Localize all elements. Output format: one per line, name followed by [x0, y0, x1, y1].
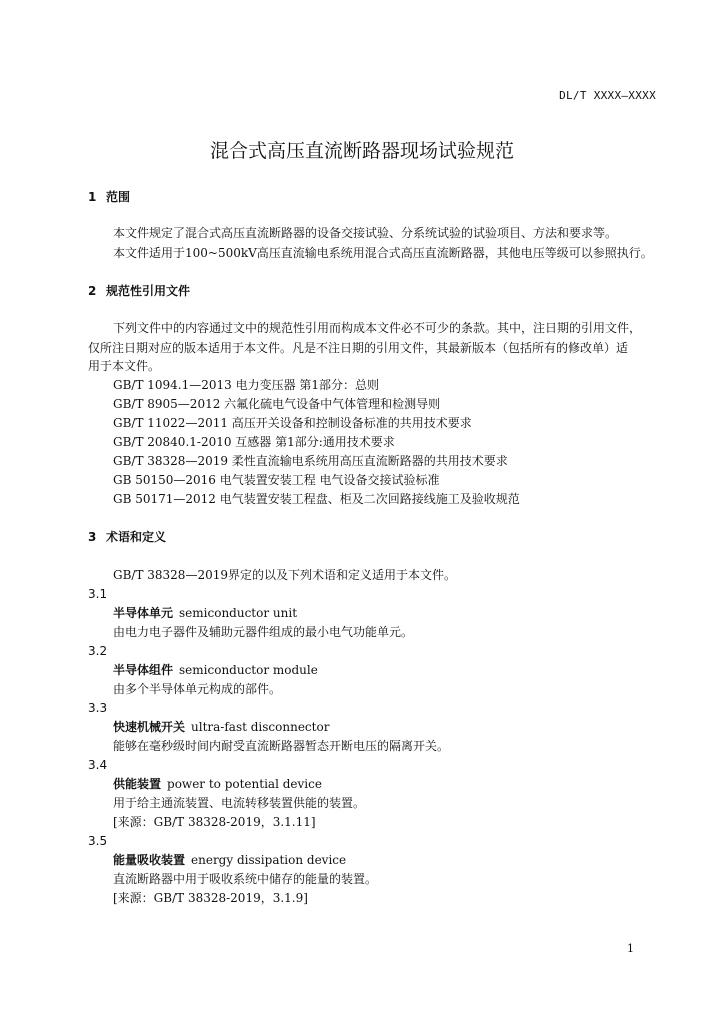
section-title: 术语和定义 — [106, 530, 167, 544]
reference-item: GB/T 38328—2019 柔性直流输电系统用高压直流断路器的共用技术要求 — [113, 454, 508, 468]
reference-item: GB 50150—2016 电气装置安装工程 电气设备交接试验标准 — [113, 473, 440, 487]
reference-item: GB/T 8905—2012 六氟化硫电气设备中气体管理和检测导则 — [113, 397, 441, 411]
page-number: 1 — [627, 942, 634, 955]
paragraph-line: 本文件适用于100~500kV高压直流输电系统用混合式高压直流断路器，其他电压等级可以参照执行。 — [113, 246, 653, 260]
section-2-heading — [88, 283, 190, 299]
term-definition: 能够在毫秒级时间内耐受直流断路器暂态开断电压的隔离开关。 — [113, 739, 450, 753]
paragraph-line: 下列文件中的内容通过文中的规范性引用而构成本文件必不可少的条款。其中，注日期的引用文件， — [113, 321, 642, 335]
doc-number: DL/T XXXX—XXXX — [559, 89, 656, 102]
term-source: [来源：GB/T 38328-2019，3.1.9] — [113, 891, 308, 905]
term-entry — [113, 852, 346, 868]
term-chinese: 半导体组件 — [113, 663, 174, 677]
term-number: 3.1 — [88, 587, 108, 601]
term-chinese: 快速机械开关 — [113, 720, 186, 734]
term-entry — [113, 719, 329, 735]
term-definition: 由电力电子器件及辅助元器件组成的最小电气功能单元。 — [113, 625, 414, 639]
term-chinese: 半导体单元 — [113, 606, 174, 620]
paragraph-line: 仅所注日期对应的版本适用于本文件。凡是不注日期的引用文件，其最新版本（包括所有的修改单）适 — [88, 341, 629, 355]
term-english: ultra-fast disconnector — [191, 720, 330, 734]
term-english: energy dissipation device — [191, 853, 347, 867]
term-chinese: 供能装置 — [113, 777, 162, 791]
section-3-heading — [88, 529, 166, 545]
paragraph-line: GB/T 38328—2019界定的以及下列术语和定义适用于本文件。 — [113, 568, 456, 582]
term-definition: 用于给主通流装置、电流转移装置供能的装置。 — [113, 796, 366, 810]
term-entry — [113, 662, 318, 678]
term-number: 3.2 — [88, 644, 108, 658]
section-number: 1 — [88, 190, 97, 204]
term-entry — [113, 776, 322, 792]
paragraph-line: 本文件规定了混合式高压直流断路器的设备交接试验、分系统试验的试验项目、方法和要求等。 — [113, 226, 618, 240]
term-definition: 由多个半导体单元构成的部件。 — [113, 682, 282, 696]
term-english: power to potential device — [167, 777, 322, 791]
term-english: semiconductor unit — [179, 606, 298, 620]
document-title: 混合式高压直流断路器现场试验规范 — [209, 140, 514, 162]
section-number: 3 — [88, 530, 97, 544]
term-english: semiconductor module — [179, 663, 318, 677]
reference-item: GB 50171—2012 电气装置安装工程盘、柜及二次回路接线施工及验收规范 — [113, 492, 520, 506]
term-chinese: 能量吸收装置 — [113, 853, 186, 867]
section-number: 2 — [88, 284, 97, 298]
paragraph-line: 用于本文件。 — [88, 359, 161, 373]
section-title: 规范性引用文件 — [106, 284, 191, 298]
reference-item: GB/T 20840.1-2010 互感器 第1部分:通用技术要求 — [113, 435, 395, 449]
reference-item: GB/T 11022—2011 高压开关设备和控制设备标准的共用技术要求 — [113, 416, 472, 430]
term-definition: 直流断路器中用于吸收系统中储存的能量的装置。 — [113, 872, 378, 886]
reference-item: GB/T 1094.1—2013 电力变压器 第1部分：总则 — [113, 378, 380, 392]
term-entry — [113, 605, 297, 621]
section-1-heading — [88, 189, 130, 205]
term-number: 3.5 — [88, 834, 108, 848]
term-source: [来源：GB/T 38328-2019，3.1.11] — [113, 815, 316, 829]
term-number: 3.4 — [88, 758, 108, 772]
term-number: 3.3 — [88, 701, 108, 715]
section-title: 范围 — [106, 190, 131, 204]
